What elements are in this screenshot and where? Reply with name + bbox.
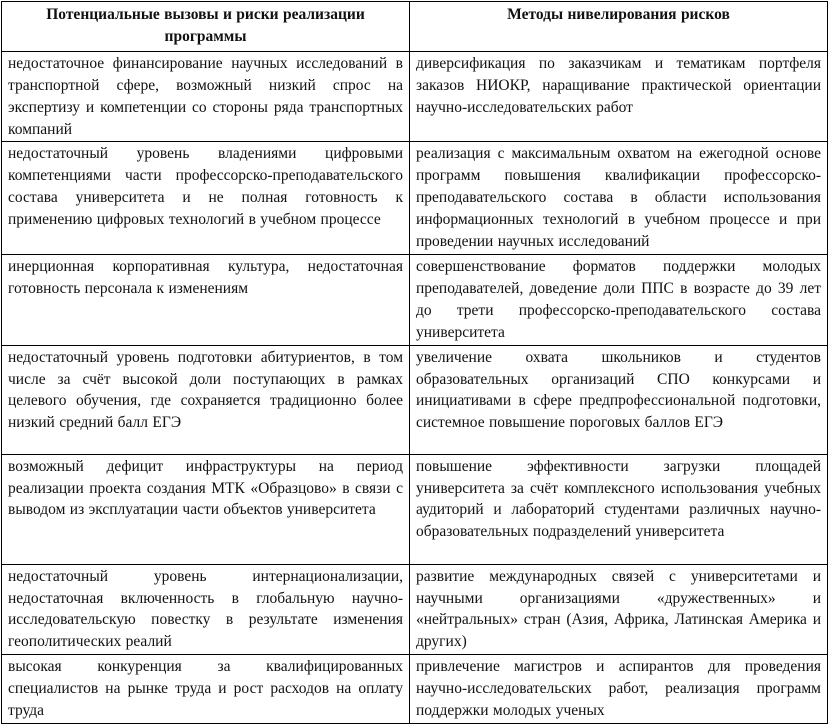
table-row xyxy=(2,564,828,655)
method-cell: повышение эффективности загрузки площадей университета за счёт комплексного использования учебных аудиторий и лабораторий студентами различных научно-образовательных подразделений университета xyxy=(410,454,828,564)
risk-table xyxy=(1,1,828,724)
header-methods: Методы нивелирования рисков xyxy=(410,2,828,52)
table-row xyxy=(2,254,828,345)
method-cell: развитие международных связей с университетами и научными организациями «дружественных» и «нейтральных» стран (Азия, Африка, Латинская Америка и других) xyxy=(410,564,828,655)
table-row xyxy=(2,345,828,454)
method-cell: реализация с максимальным охватом на ежегодной основе программ повышения квалификации профессорско-преподавательского состава в области использования информационных технологий в учебном процессе и при проведении научных исследований xyxy=(410,142,828,255)
table-header-row xyxy=(2,2,828,52)
risk-cell: возможный дефицит инфраструктуры на период реализации проекта создания МТК «Образцово» в связи с выводом из эксплуатации части объектов университета xyxy=(2,454,410,564)
method-cell: совершенствование форматов поддержки молодых преподавателей, доведение доли ППС в возрасте до 39 лет до трети профессорско-преподавательского состава университета xyxy=(410,254,828,345)
table-row xyxy=(2,51,828,142)
risk-cell: недостаточное финансирование научных исследований в транспортной сфере, возможный низкий спрос на экспертизу и компетенции со стороны ряда транспортных компаний xyxy=(2,51,410,142)
risk-cell: недостаточный уровень владениями цифровыми компетенциями части профессорско-преподавательского состава университета и не полная готовность к применению цифровых технологий в учебном процессе xyxy=(2,142,410,255)
risk-cell: высокая конкуренция за квалифицированных специалистов на рынке труда и рост расходов на оплату труда xyxy=(2,655,410,724)
risk-cell: недостаточный уровень подготовки абитуриентов, в том числе за счёт высокой доли поступающих в рамках целевого обучения, где сохраняется традиционно более низкий средний балл ЕГЭ xyxy=(2,345,410,454)
table-row xyxy=(2,142,828,255)
table-row xyxy=(2,454,828,564)
method-cell: увеличение охвата школьников и студентов образовательных организаций СПО конкурсами и инициативами в сфере предпрофессиональной подготовки, системное повышение пороговых баллов ЕГЭ xyxy=(410,345,828,454)
risk-cell: недостаточный уровень интернационализации, недостаточная включенность в глобальную научно-исследовательскую повестку в результате изменения геополитических реалий xyxy=(2,564,410,655)
method-cell: диверсификация по заказчикам и тематикам портфеля заказов НИОКР, наращивание практической ориентации научно-исследовательских работ xyxy=(410,51,828,142)
risk-cell: инерционная корпоративная культура, недостаточная готовность персонала к изменениям xyxy=(2,254,410,345)
header-risks: Потенциальные вызовы и риски реализации программы xyxy=(2,2,410,52)
table-row xyxy=(2,655,828,724)
method-cell: привлечение магистров и аспирантов для проведения научно-исследовательских работ, реализация программ поддержки молодых ученых xyxy=(410,655,828,724)
